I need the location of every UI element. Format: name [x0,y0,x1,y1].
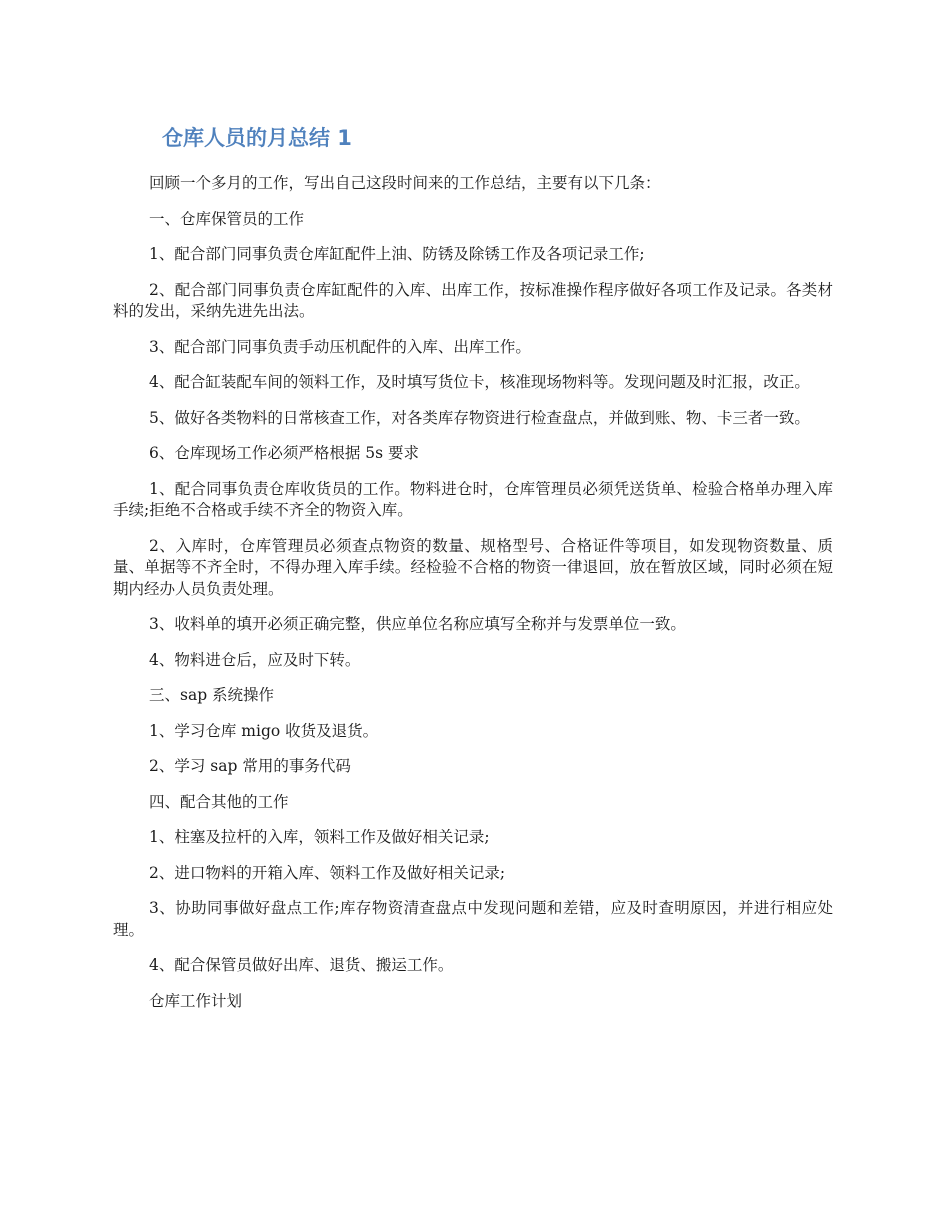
paragraph: 4、物料进仓后，应及时下转。 [149,650,361,669]
section-heading: 三、sap 系统操作 [149,686,275,704]
document-body [113,173,833,1026]
section-heading: 四、配合其他的工作 [149,792,289,811]
paragraph: 3、配合部门同事负责手动压机配件的入库、出库工作。 [149,337,531,356]
paragraph: 5、做好各类物料的日常核查工作，对各类库存物资进行检查盘点，并做到账、物、卡三者一致。 [149,408,810,427]
paragraph: 4、配合保管员做好出库、退货、搬运工作。 [149,956,454,974]
paragraph: 2、学习 sap 常用的事务代码 [149,757,351,775]
section-heading: 一、仓库保管员的工作 [149,209,305,228]
document-title: 仓库人员的月总结 1 [162,126,352,150]
section-heading: 仓库工作计划 [149,991,243,1010]
paragraph: 回顾一个多月的工作，写出自己这段时间来的工作总结，主要有以下几条： [149,174,661,192]
paragraph: 2、配合部门同事负责仓库缸配件的入库、出库工作，按标准操作程序做好各项工作及记录。各类材料的发出，采纳先进先出法。 [113,280,833,320]
paragraph: 6、仓库现场工作必须严格根据 5s 要求 [149,444,420,462]
paragraph: 2、进口物料的开箱入库、领料工作及做好相关记录; [149,863,506,882]
paragraph: 2、入库时，仓库管理员必须查点物资的数量、规格型号、合格证件等项目，如发现物资数量、质量、单据等不齐全时，不得办理入库手续。经检验不合格的物资一律退回，放在暂放区域，同时必须在短期内经办人员负责处理。 [113,536,833,598]
paragraph: 1、学习仓库 migo 收货及退货。 [149,721,379,740]
paragraph: 4、配合缸装配车间的领料工作，及时填写货位卡，核准现场物料等。发现问题及时汇报，改正。 [149,373,810,391]
paragraph: 1、柱塞及拉杆的入库，领料工作及做好相关记录; [149,828,490,846]
paragraph: 1、配合同事负责仓库收货员的工作。物料进仓时，仓库管理员必须凭送货单、检验合格单办理入库手续;拒绝不合格或手续不齐全的物资入库。 [113,479,833,519]
paragraph: 3、协助同事做好盘点工作;库存物资清查盘点中发现问题和差错，应及时查明原因，并进行相应处理。 [113,899,833,939]
paragraph: 1、配合部门同事负责仓库缸配件上油、防锈及除锈工作及各项记录工作; [149,245,645,263]
paragraph: 3、收料单的填开必须正确完整，供应单位名称应填写全称并与发票单位一致。 [149,615,686,633]
